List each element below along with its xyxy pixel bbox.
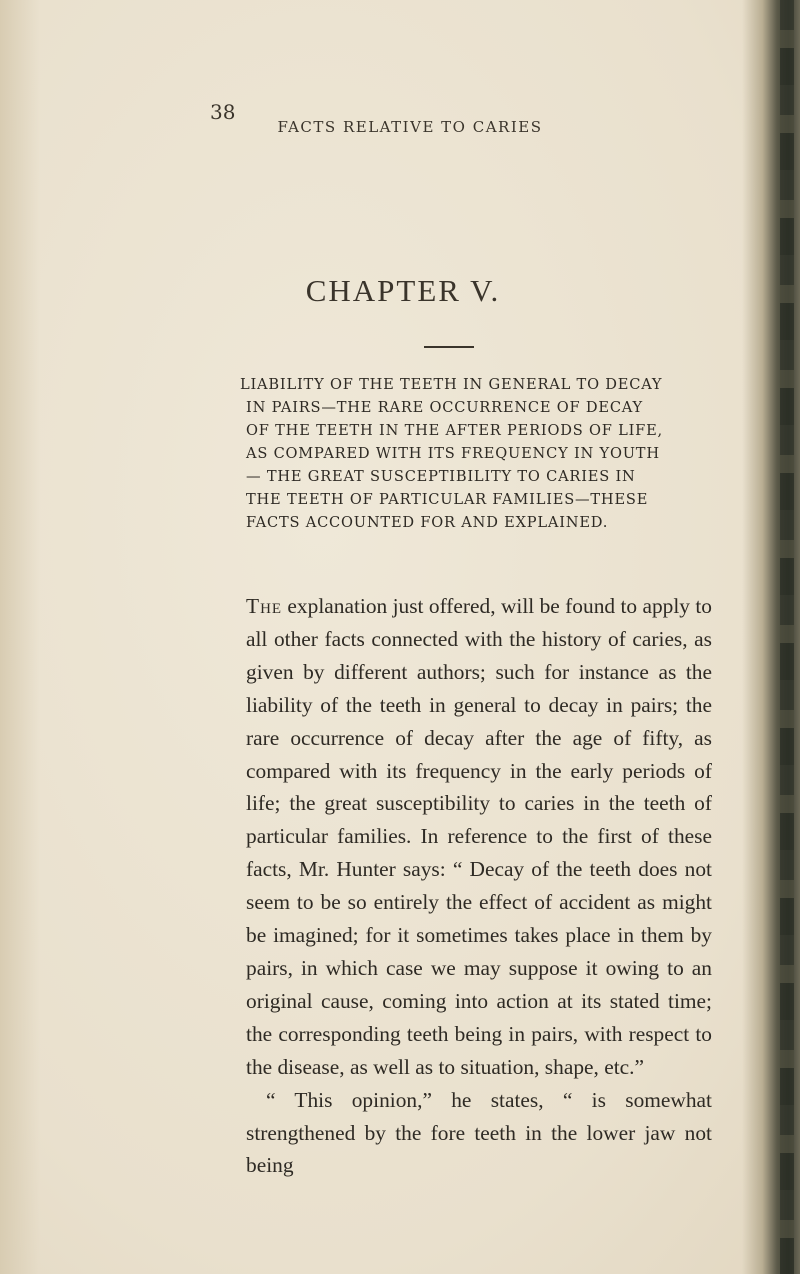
title-rule xyxy=(424,346,474,348)
paragraph xyxy=(246,1084,712,1183)
summary-line: THE TEETH OF PARTICULAR FAMILIES—THESE xyxy=(246,491,649,508)
paragraph xyxy=(246,590,712,1084)
summary-line: OF THE TEETH IN THE AFTER PERIODS OF LIFE, xyxy=(246,422,663,439)
summary-line: AS COMPARED WITH ITS FREQUENCY IN YOUTH xyxy=(246,445,660,462)
paragraph-text: “ This opinion,” he states, “ is somewhat strengthened by the fore teeth in the lower jaw not being xyxy=(246,1087,712,1178)
running-head: FACTS RELATIVE TO CARIES xyxy=(277,118,543,136)
paragraph-text: explanation just offered, will be found to apply to all other facts connected with the history of caries, as given by different authors; such for instance as the liability of the teeth in general to decay in pairs; the rare occurrence of decay after the age of fifty, as compared with its frequency in the early periods of life; the great susceptibility to caries in the teeth of particular families. In reference to the first of these facts, Mr. Hunter says: “ Decay of the teeth does not seem to be so entirely the effect of accident as might be imagined; for it sometimes takes place in them by pairs, in which case we may suppose it owing to an original cause, coming into action at its stated time; the corresponding teeth being in pairs, with respect to the disease, as well as to situation, shape, etc.” xyxy=(246,594,712,1079)
chapter-summary xyxy=(240,373,726,534)
body-text xyxy=(246,590,712,1182)
summary-line: LIABILITY OF THE TEETH IN GENERAL TO DECAY xyxy=(240,376,663,393)
paragraph-lead: The xyxy=(246,594,283,618)
summary-line: — THE GREAT SUSCEPTIBILITY TO CARIES IN xyxy=(246,468,636,485)
chapter-title: CHAPTER V. xyxy=(305,273,501,308)
page-edge xyxy=(742,0,800,1274)
page-number: 38 xyxy=(210,100,236,124)
gutter-shadow xyxy=(0,0,40,1274)
summary-line: FACTS ACCOUNTED FOR AND EXPLAINED. xyxy=(246,514,609,531)
summary-line: IN PAIRS—THE RARE OCCURRENCE OF DECAY xyxy=(246,399,643,416)
